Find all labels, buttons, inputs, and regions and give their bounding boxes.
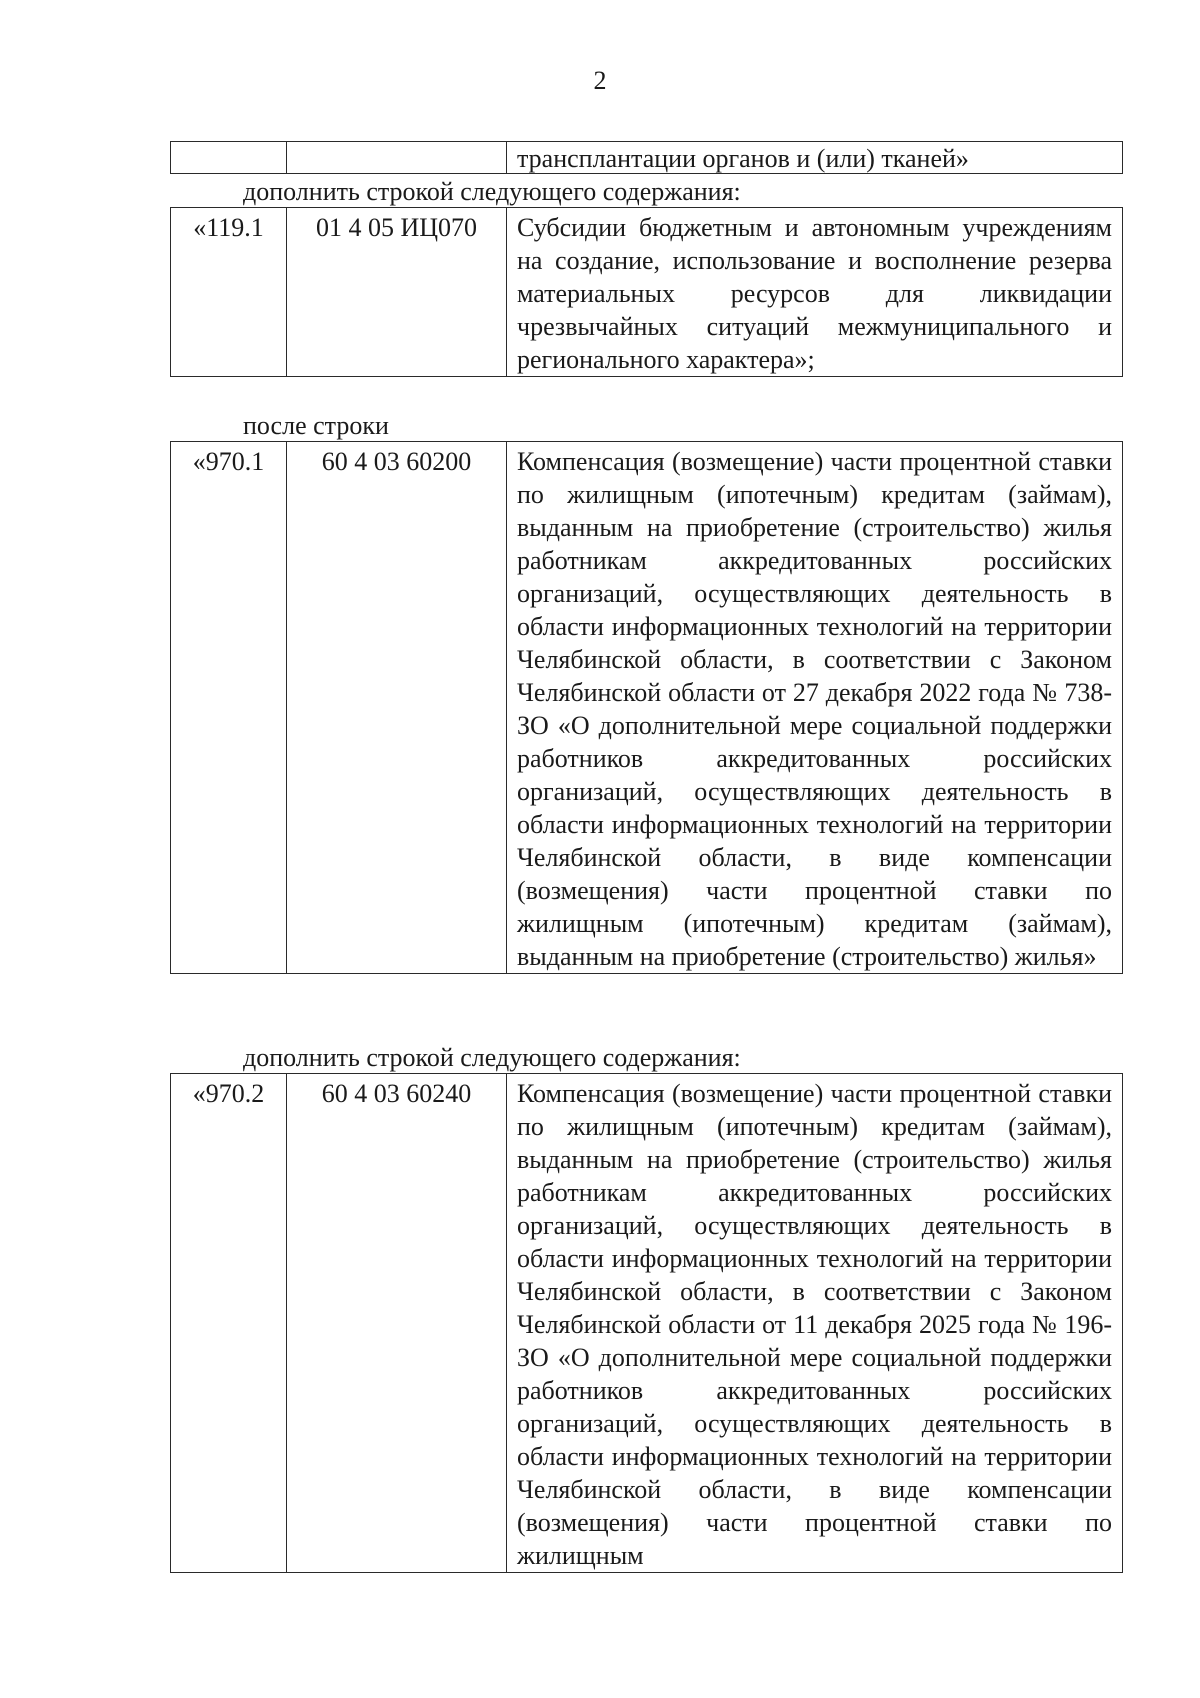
row-code-cell (287, 142, 507, 174)
row-number-cell: «970.2 (171, 1074, 287, 1573)
row-text-cell: Компенсация (возмещение) части процентной ставки по жилищным (ипотечным) кредитам (займам), выданным на приобретение (строительство) жилья работникам аккредитованных российских организаций, осуществляющих деятельность в области информационных технологий на территории Челябинской области, в соответствии с Законом Челябинской области от 27 декабря 2022 года № 738-ЗО «О дополнительной мере социальной поддержки работников аккредитованных российских организаций, осуществляющих деятельность в области информационных технологий на территории Челябинской области, в виде компенсации (возмещения) части процентной ставки по жилищным (ипотечным) кредитам (займам), выданным на приобретение (строительство) жилья» (507, 442, 1123, 974)
instruction-add-row-1: дополнить строкой следующего содержания: (243, 177, 741, 206)
row-text-cell: Компенсация (возмещение) части процентной ставки по жилищным (ипотечным) кредитам (займам), выданным на приобретение (строительство) жилья работникам аккредитованных российских организаций, осуществляющих деятельность в области информационных технологий на территории Челябинской области, в соответствии с Законом Челябинской области от 11 декабря 2025 года № 196-ЗО «О дополнительной мере социальной поддержки работников аккредитованных российских организаций, осуществляющих деятельность в области информационных технологий на территории Челябинской области, в виде компенсации (возмещения) части процентной ставки по жилищным (507, 1074, 1123, 1573)
row-text-cell: Субсидии бюджетным и автономным учреждениям на создание, использование и восполнение резерва материальных ресурсов для ликвидации чрезвычайных ситуаций межмуниципального и регионального характера»; (507, 208, 1123, 377)
instruction-add-row-2: дополнить строкой следующего содержания: (243, 1043, 741, 1072)
row-number-cell: «119.1 (171, 208, 287, 377)
table-row-970-1 (170, 441, 1123, 974)
table-row (171, 208, 1123, 377)
table-row-970-2 (170, 1073, 1123, 1573)
row-text-cell: трансплантации органов и (или) тканей» (507, 142, 1123, 174)
instruction-after-row: после строки (243, 411, 389, 440)
row-number-cell (171, 142, 287, 174)
row-code-cell: 01 4 05 ИЦ070 (287, 208, 507, 377)
table-row (171, 1074, 1123, 1573)
table-continuation (170, 141, 1123, 174)
table-row-119-1 (170, 207, 1123, 377)
table-row (171, 442, 1123, 974)
row-code-cell: 60 4 03 60200 (287, 442, 507, 974)
row-number-cell: «970.1 (171, 442, 287, 974)
page-number: 2 (593, 66, 607, 95)
row-code-cell: 60 4 03 60240 (287, 1074, 507, 1573)
table-row (171, 142, 1123, 174)
